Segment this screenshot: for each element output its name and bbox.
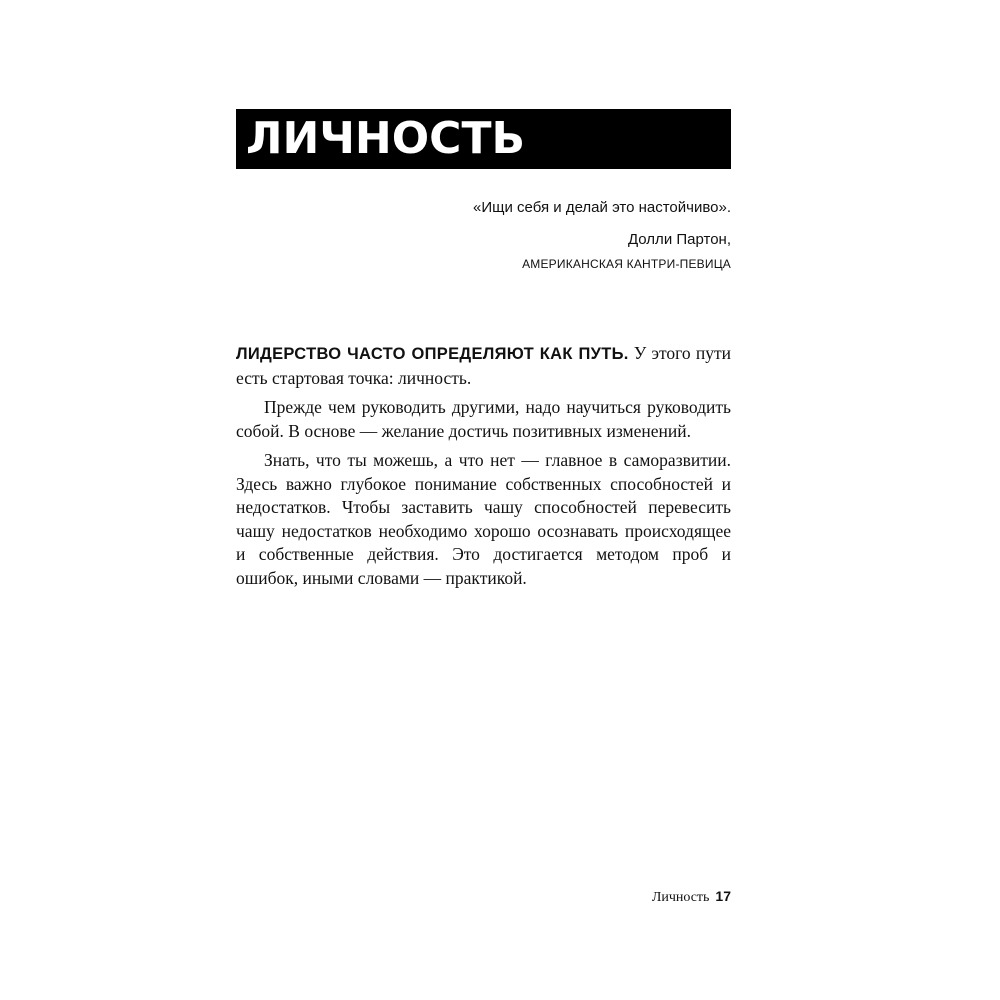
lead-in: ЛИДЕРСТВО ЧАСТО ОПРЕДЕЛЯЮТ КАК ПУТЬ. xyxy=(236,345,629,363)
page-number: 17 xyxy=(715,888,731,904)
paragraph-3: Знать, что ты можешь, а что нет — главное в саморазвитии. Здесь важно глубокое понимание собственных способностей и недостатков. Чтобы заставить чашу способностей перевесить чашу недостатков необходимо хорошо осознавать происходящее и собственные действия. Это достигается методом проб и ошибок, иными словами — практикой. xyxy=(236,450,731,588)
running-footer-section: Личность xyxy=(651,890,710,905)
body-text xyxy=(236,342,731,590)
chapter-banner xyxy=(236,109,731,169)
epigraph xyxy=(236,197,731,273)
chapter-title: ЛИЧНОСТЬ xyxy=(246,113,525,164)
epigraph-author: Долли Партон, xyxy=(627,231,731,248)
page-footer xyxy=(652,886,731,908)
paragraph-2: Прежде чем руководить другими, надо научиться руководить собой. В основе — желание достичь позитивных изменений. xyxy=(236,397,731,441)
paragraph-1 xyxy=(236,342,731,390)
epigraph-role: АМЕРИКАНСКАЯ КАНТРИ-ПЕВИЦА xyxy=(522,257,731,271)
paragraph-1-rest: У этого пути есть стартовая точка: личность. xyxy=(236,343,731,388)
epigraph-quote: «Ищи себя и делай это настойчиво». xyxy=(473,199,731,216)
